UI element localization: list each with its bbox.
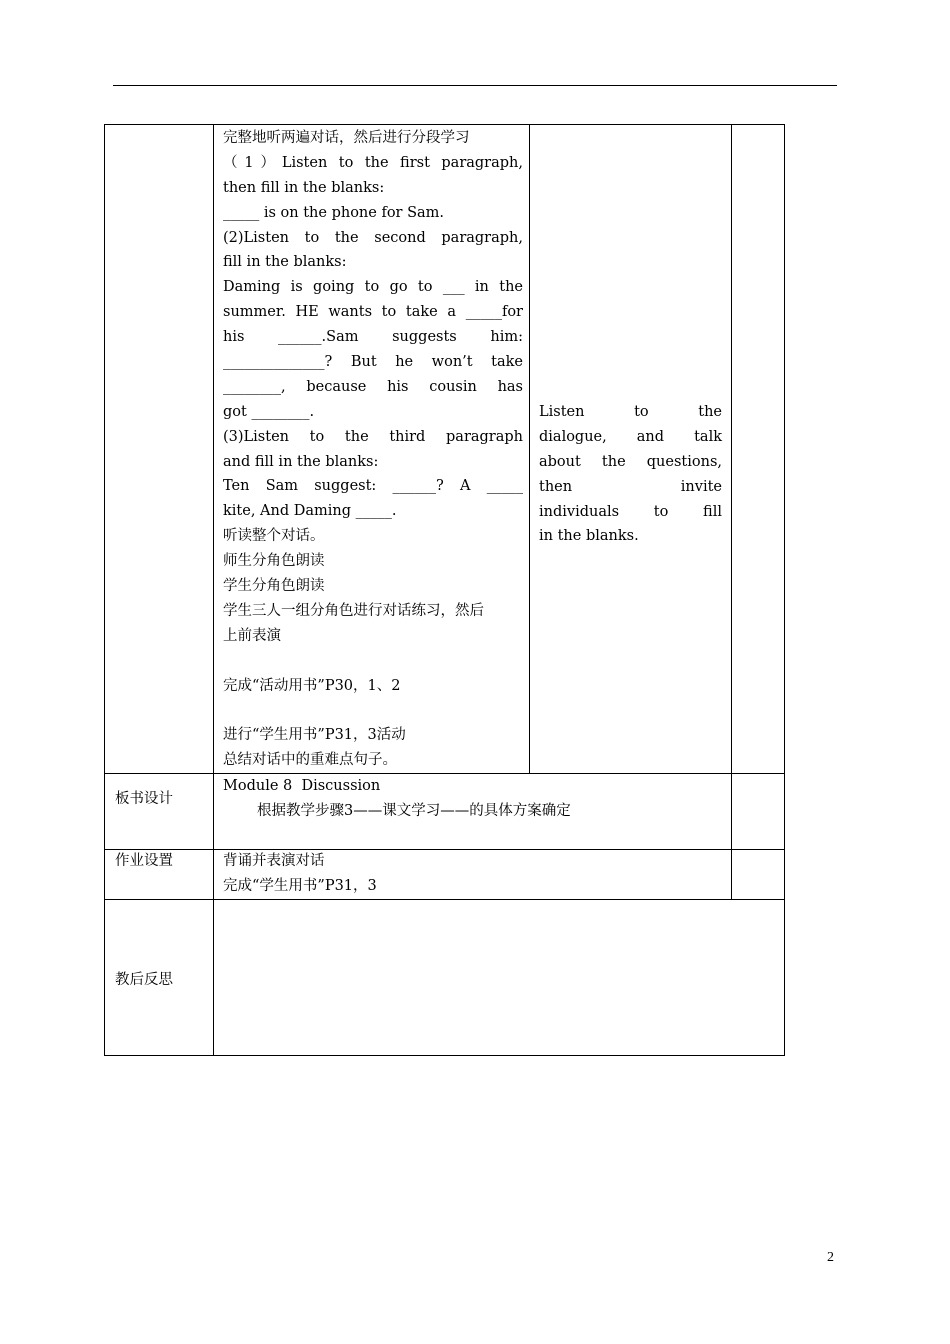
col-divider-1: [213, 125, 214, 1055]
activity-line: individuals to fill: [539, 503, 722, 520]
content-line: ______________? But he won’t take: [223, 354, 523, 371]
content-line: his ______.Sam suggests him:: [223, 329, 523, 346]
content-line: [223, 649, 523, 674]
content-line: 上前表演: [223, 627, 281, 644]
content-line: (2)Listen to the second paragraph,: [223, 229, 523, 246]
col-divider-3: [731, 125, 732, 899]
homework-line-1: 背诵并表演对话: [223, 853, 325, 869]
content-line: 进行“学生用书”P31，3活动: [223, 727, 406, 744]
homework-label: 作业设置: [115, 853, 173, 869]
content-line: 总结对话中的重难点句子。: [223, 752, 397, 769]
content-line: （1）Listen to the first paragraph,: [223, 154, 523, 171]
content-line: 完整地听两遍对话，然后进行分段学习: [223, 130, 470, 146]
content-line: got ________.: [223, 403, 315, 420]
row-divider-3: [105, 899, 784, 900]
activity-line: about the questions,: [539, 453, 722, 470]
teaching-steps-cell: [223, 126, 523, 773]
content-line: then fill in the blanks:: [223, 179, 385, 196]
content-line: (3)Listen to the third paragraph: [223, 428, 523, 445]
content-line: kite, And Daming _____.: [223, 503, 397, 520]
board-design-line-1: Module 8 Discussion: [223, 778, 381, 794]
activity-line: in the blanks.: [539, 528, 639, 545]
homework-cell: [223, 849, 723, 899]
content-line: Daming is going to go to ___ in the: [223, 279, 523, 296]
activity-line: Listen to the: [539, 404, 722, 420]
header-rule: [113, 85, 837, 86]
lesson-plan-table: [104, 124, 785, 1056]
content-line: ________, because his cousin has: [223, 378, 523, 395]
col-divider-2: [529, 125, 530, 773]
content-line: and fill in the blanks:: [223, 453, 379, 470]
content-line: summer. HE wants to take a _____for: [223, 304, 523, 321]
activity-line: dialogue, and talk: [539, 428, 722, 445]
content-line: fill in the blanks:: [223, 254, 347, 271]
content-line: 学生三人一组分角色进行对话练习，然后: [223, 602, 484, 619]
board-design-label: 板书设计: [115, 791, 173, 807]
reflection-label: 教后反思: [115, 972, 173, 988]
content-line: 完成“活动用书”P30，1、2: [223, 677, 401, 694]
activity-line: then invite: [539, 478, 722, 495]
board-design-cell: [223, 774, 723, 824]
board-design-line-2: 根据教学步骤3——课文学习——的具体方案确定: [257, 802, 571, 819]
content-line: 师生分角色朗读: [223, 553, 325, 570]
content-line: [223, 698, 523, 723]
page-number: 2: [827, 1250, 834, 1265]
homework-line-2: 完成“学生用书”P31，3: [223, 877, 377, 894]
content-line: Ten Sam suggest: ______? A _____: [223, 478, 523, 495]
content-line: _____ is on the phone for Sam.: [223, 204, 445, 221]
student-activity-cell: [539, 400, 722, 549]
content-line: 听读整个对话。: [223, 528, 325, 545]
content-line: 学生分角色朗读: [223, 578, 325, 595]
